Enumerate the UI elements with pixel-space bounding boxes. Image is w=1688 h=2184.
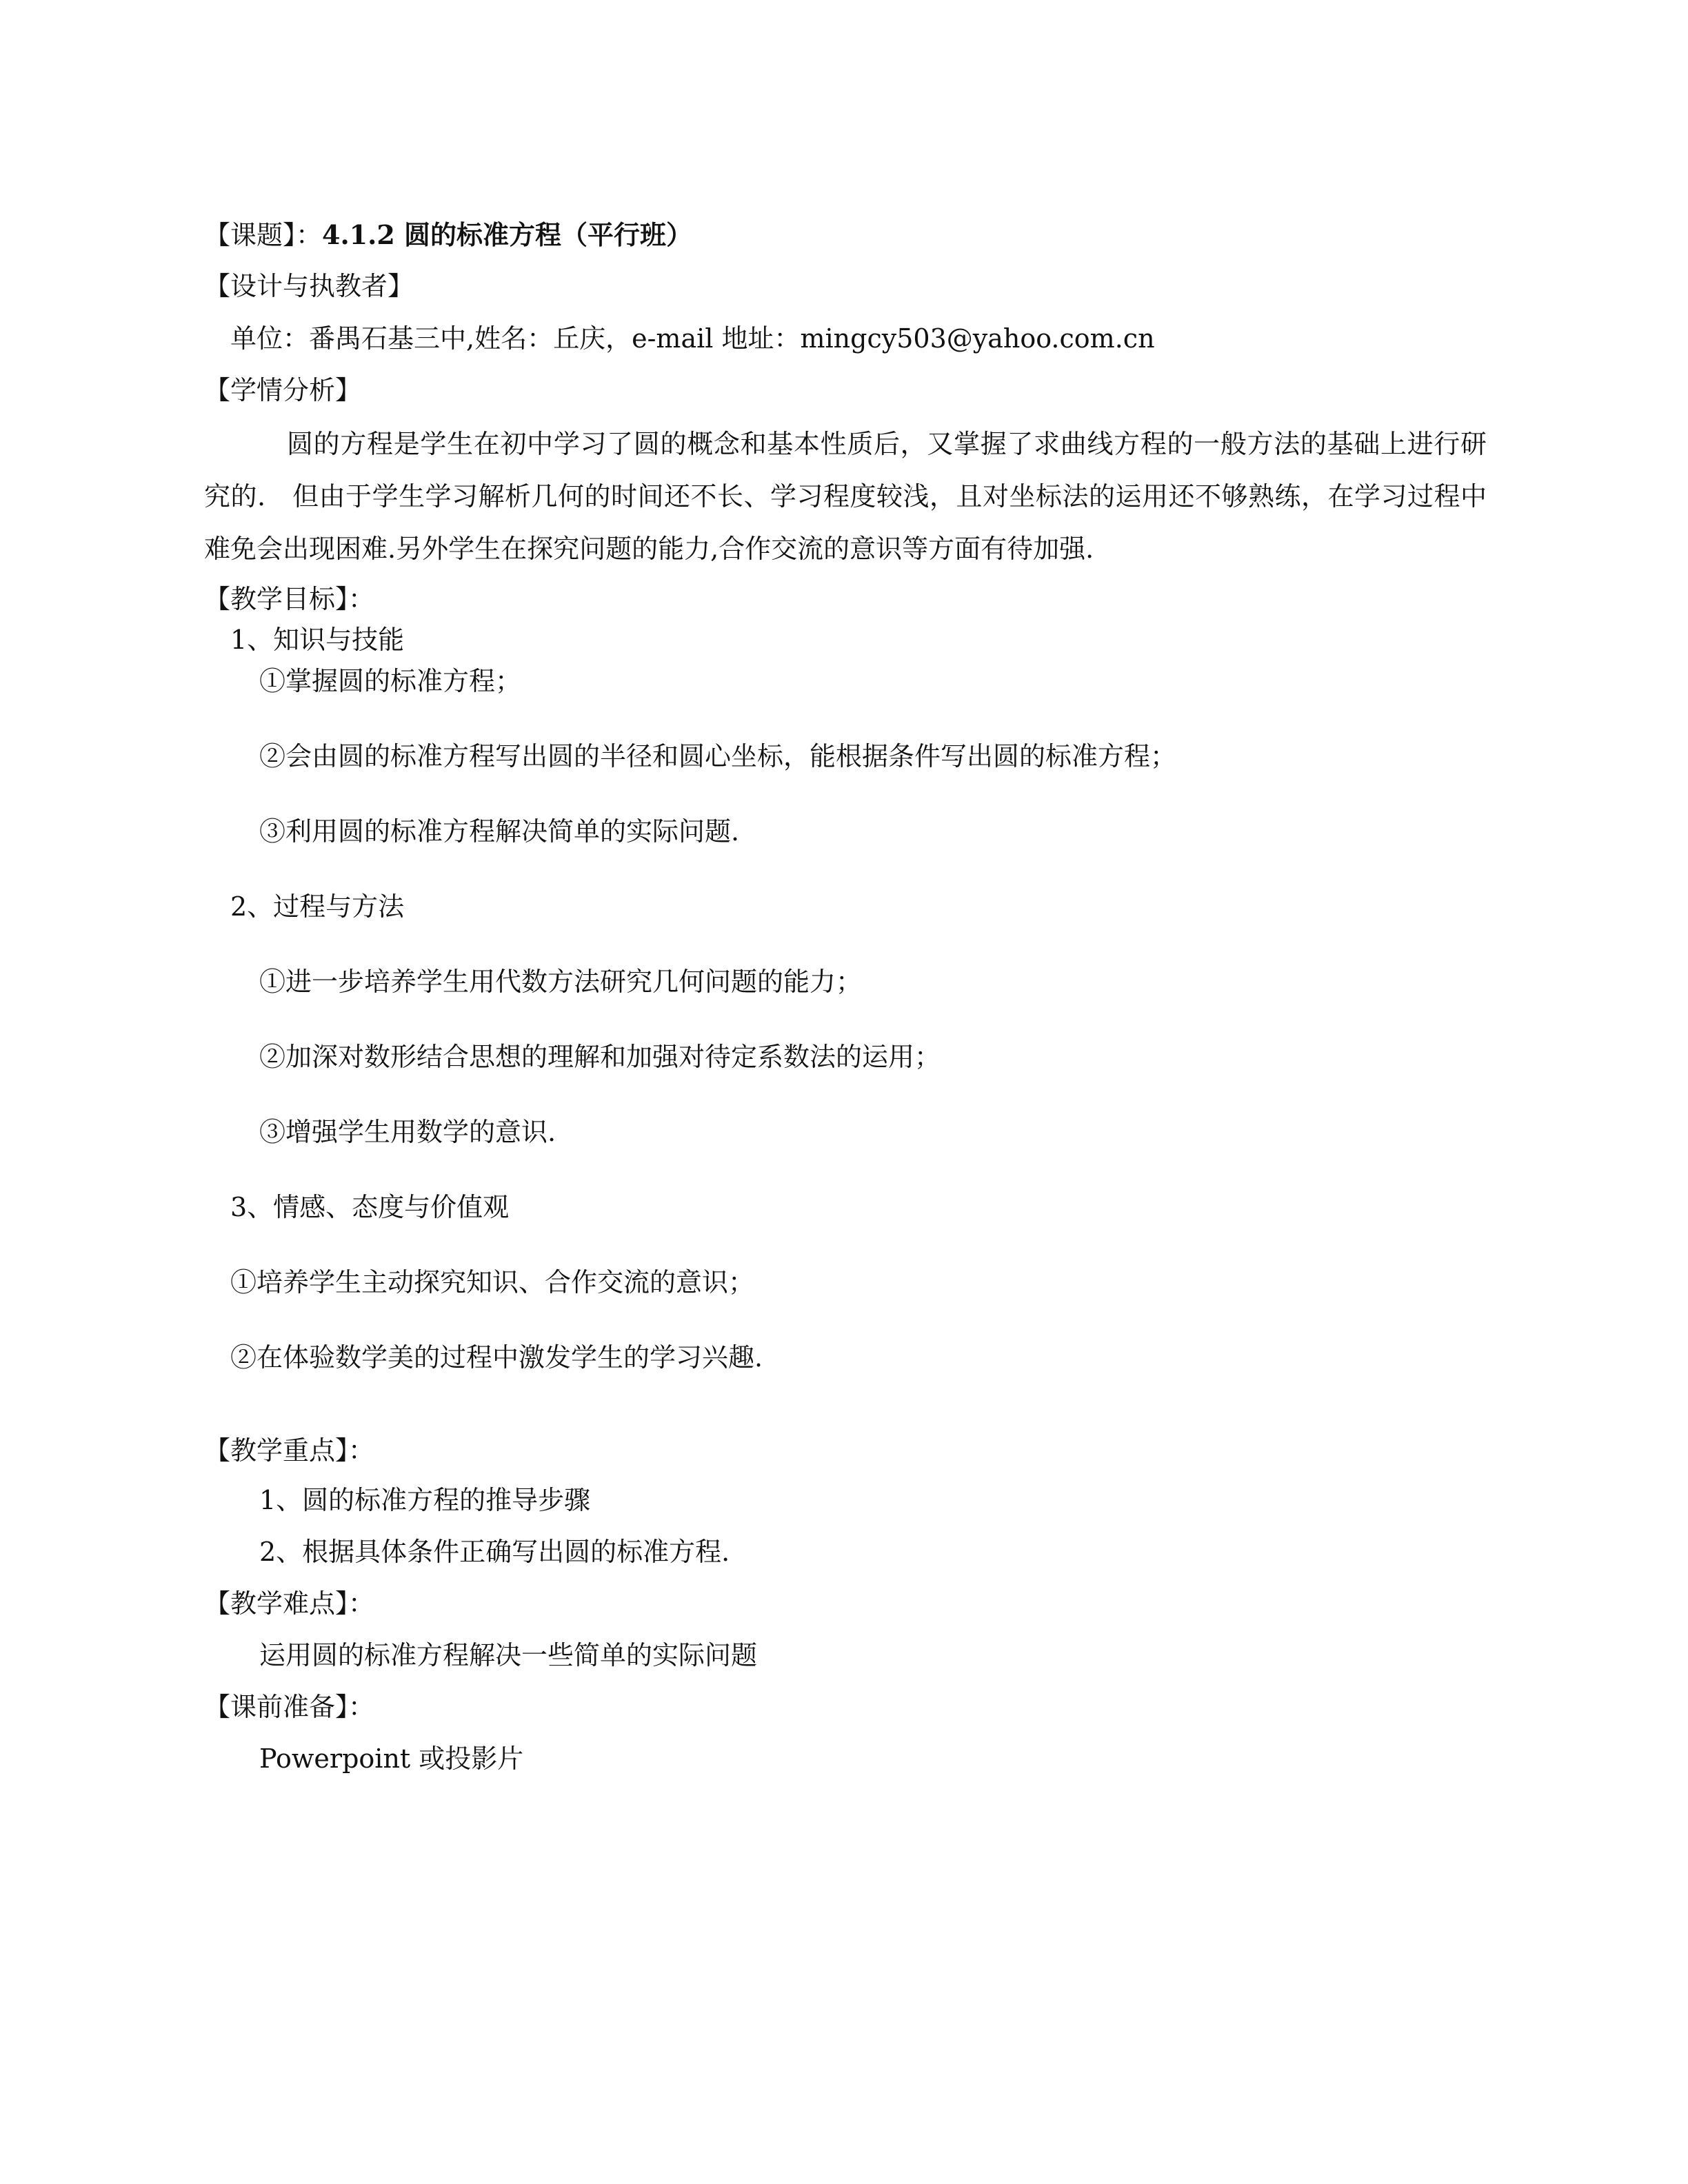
goal3-item: ②在体验数学美的过程中激发学生的学习兴趣.: [230, 1342, 763, 1373]
prep-text: Powerpoint 或投影片: [259, 1743, 524, 1774]
goal3-item: ①培养学生主动探究知识、合作交流的意识；: [230, 1267, 755, 1297]
key-item: 1、圆的标准方程的推导步骤: [259, 1485, 591, 1515]
key-heading: 【教学重点】：: [204, 1435, 375, 1466]
designer-heading: 【设计与执教者】: [204, 271, 414, 301]
goal2-item: ③增强学生用数学的意识.: [259, 1117, 556, 1147]
prep-heading: 【课前准备】：: [204, 1692, 375, 1722]
title-label: 【课题】：: [204, 220, 323, 250]
goal1-item: ②会由圆的标准方程写出圆的半径和圆心坐标，能根据条件写出圆的标准方程；: [259, 741, 1177, 771]
difficulty-heading: 【教学难点】：: [204, 1588, 375, 1619]
goal1-item: ③利用圆的标准方程解决简单的实际问题.: [259, 816, 740, 847]
goal1-heading: 1、知识与技能: [230, 625, 405, 655]
title-text: 4.1.2 圆的标准方程（平行班）: [322, 219, 693, 250]
goals-heading: 【教学目标】：: [204, 584, 375, 614]
difficulty-text: 运用圆的标准方程解决一些简单的实际问题: [259, 1640, 758, 1670]
goal2-item: ①进一步培养学生用代数方法研究几何问题的能力；: [259, 967, 863, 997]
goal1-item: ①掌握圆的标准方程；: [259, 666, 522, 696]
key-item: 2、根据具体条件正确写出圆的标准方程.: [259, 1537, 730, 1567]
title-line: [204, 219, 693, 250]
goal3-heading: 3、情感、态度与价值观: [230, 1192, 510, 1222]
analysis-heading: 【学情分析】: [204, 375, 362, 405]
analysis-paragraph: 圆的方程是学生在初中学习了圆的概念和基本性质后，又掌握了求曲线方程的一般方法的基础上进行研究的. 但由于学生学习解析几何的时间还不长、学习程度较浅，且对坐标法的运用还不够熟练，在学习过程中难免会出现困难.另外学生在探究问题的能力,合作交流的意识等方面有待加强.: [204, 429, 1487, 564]
goal2-item: ②加深对数形结合思想的理解和加强对待定系数法的运用；: [259, 1042, 941, 1072]
goal2-heading: 2、过程与方法: [230, 891, 405, 922]
designer-info: 单位：番禺石基三中,姓名：丘庆，e-mail 地址：mingcy503@yahoo.com.cn: [230, 323, 1155, 354]
